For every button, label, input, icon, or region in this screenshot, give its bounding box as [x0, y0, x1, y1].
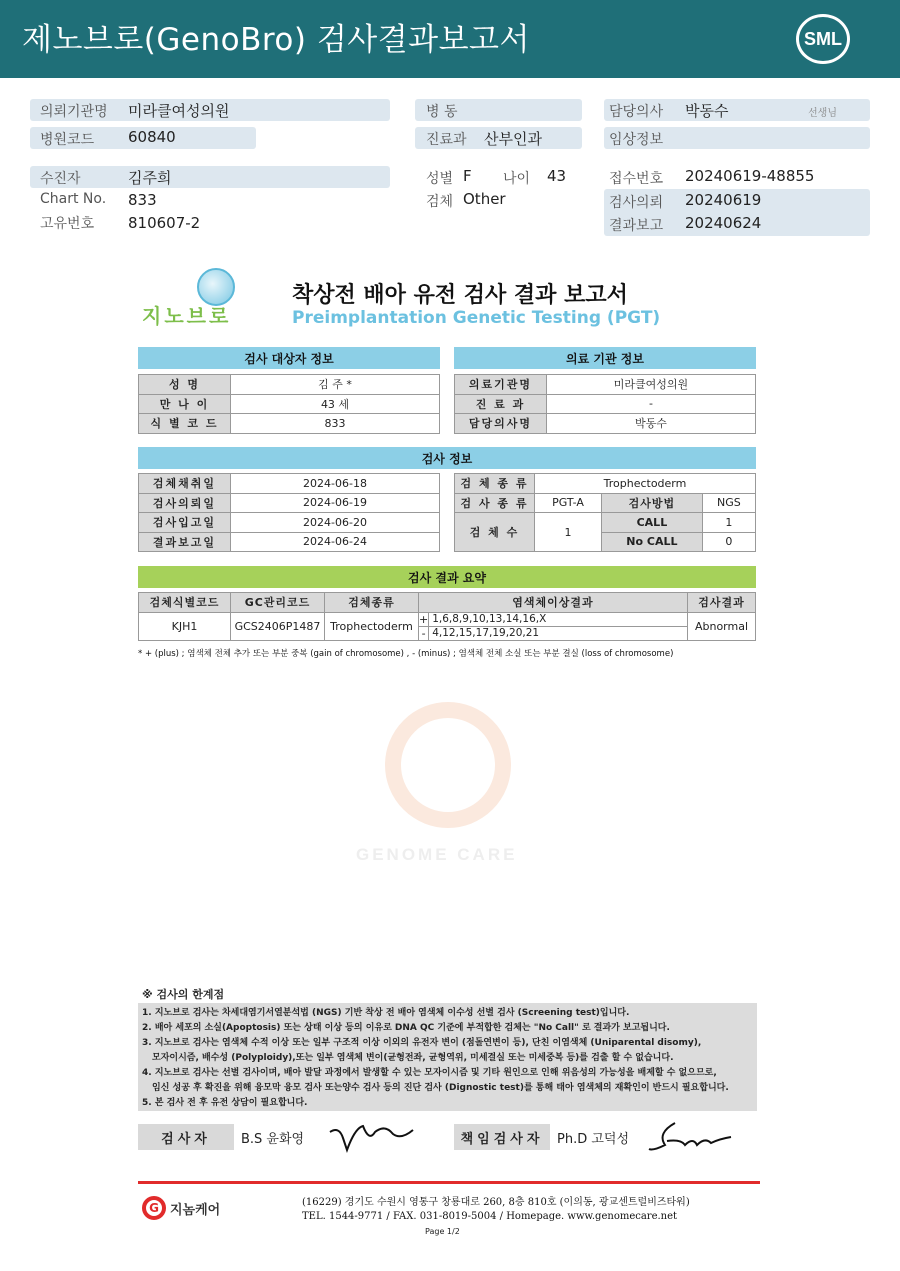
watermark-text: GENOME CARE — [356, 845, 518, 864]
page-number: Page 1/2 — [425, 1227, 460, 1236]
plus-sign: + — [419, 612, 429, 626]
unique-value: 810607-2 — [128, 214, 201, 232]
test-detail-table — [454, 473, 756, 552]
limits-title: ※ 검사의 한계점 — [142, 988, 225, 1001]
summary-gc: GCS2406P1487 — [231, 612, 325, 640]
count-label: 검 체 수 — [455, 513, 535, 552]
gain-chromosomes: 1,6,8,9,10,13,14,16,X — [429, 612, 688, 626]
supervisor-label: 책임검사자 — [454, 1124, 550, 1150]
limit-item: 4. 지노브로 검사는 선별 검사이며, 배아 발달 과정에서 발생할 수 있는 모자이시즘 및 기타 원인으로 인해 위음성의 가능성을 배제할 수 없으므로, — [142, 1068, 717, 1078]
chart-label: Chart No. — [40, 191, 107, 207]
doctor-value: 박동수 — [685, 102, 729, 120]
genome-care-watermark-icon — [385, 702, 511, 828]
loss-chromosomes: 4,12,15,17,19,20,21 — [429, 626, 688, 640]
inst-doctor-label: 담당의사명 — [455, 414, 547, 434]
tester-name: B.S 윤화영 — [241, 1132, 305, 1147]
minus-sign: - — [419, 626, 429, 640]
doctor-suffix: 선생님 — [808, 108, 837, 119]
limit-item: 5. 본 검사 전 후 유전 상담이 필요합니다. — [142, 1098, 308, 1108]
clinical-label: 임상정보 — [609, 132, 664, 148]
report-date-value: 20240624 — [685, 214, 762, 232]
summary-type: Trophectoderm — [325, 612, 419, 640]
supervisor-signature — [645, 1115, 735, 1155]
receive-date-label: 검사입고일 — [139, 513, 231, 533]
call-label: CALL — [602, 513, 703, 533]
subject-age-label: 만 나 이 — [139, 394, 231, 414]
inst-doctor-value: 박동수 — [547, 414, 756, 434]
footer-address: (16229) 경기도 수원시 영통구 창룡대로 260, 8층 810호 (이의동, 광교센트럴비즈타워) — [302, 1197, 690, 1208]
request-date-value: 2024-06-19 — [231, 493, 440, 513]
sml-logo: SML — [796, 14, 850, 64]
chart-value: 833 — [128, 191, 157, 209]
subject-id-label: 식 별 코 드 — [139, 414, 231, 434]
nocall-value: 0 — [702, 532, 755, 552]
report-title: 제노브로(GenoBro) 검사결과보고서 — [22, 22, 530, 58]
supervisor-name: Ph.D 고덕성 — [557, 1132, 630, 1147]
footer-divider — [138, 1181, 760, 1184]
specimen-type-value: Trophectoderm — [535, 474, 756, 494]
count-value: 1 — [535, 513, 602, 552]
patient-name-value: 김주희 — [128, 169, 172, 187]
tester-signature — [325, 1118, 420, 1154]
inst-dept-label: 진 료 과 — [455, 394, 547, 414]
limit-item: 임신 성공 후 확진을 위해 융모막 융모 검사 또는양수 검사 등의 진단 검사 (Dignostic test)를 통해 태아 염색체의 재확인이 반드시 필요합니다. — [152, 1083, 729, 1093]
collect-date-label: 검체채취일 — [139, 474, 231, 494]
receipt-label: 접수번호 — [609, 171, 664, 187]
test-band: 검사 정보 — [138, 447, 756, 469]
footer-address-block — [302, 1196, 690, 1224]
dept-label: 진료과 — [426, 132, 467, 148]
limit-item: 2. 배아 세포의 소실(Apoptosis) 또는 상태 이상 등의 이유로 DNA QC 기준에 부적합한 검체는 "No Call" 로 결과가 보고됩니다. — [142, 1023, 670, 1033]
hospital-code-value: 60840 — [128, 128, 176, 146]
subject-id-value: 833 — [231, 414, 440, 434]
institution-value: 미라클여성의원 — [128, 102, 230, 120]
receive-date-value: 2024-06-20 — [231, 513, 440, 533]
limit-item: 모자이시즘, 배수성 (Polyploidy),또는 일부 염색체 변이(균형전좌, 균형역위, 미세결실 또는 미세중복 등)를 검출 할 수 없습니다. — [152, 1053, 674, 1063]
company-name: 지놈케어 — [170, 1202, 221, 1218]
limits-box — [138, 1003, 757, 1111]
inst-name-value: 미라클여성의원 — [547, 375, 756, 395]
patient-name-row — [30, 166, 390, 188]
summary-header-gc: GC관리코드 — [231, 593, 325, 613]
test-type-label: 검 사 종 류 — [455, 493, 535, 513]
limit-item: 3. 지노브로 검사는 염색체 수적 이상 또는 일부 구조적 이상 이외의 유전자 변이 (점돌연변이 등), 단친 이염색체 (Uniparental disomy), — [142, 1038, 702, 1048]
method-label: 검사방법 — [602, 493, 703, 513]
age-value: 43 — [547, 167, 567, 185]
nocall-label: No CALL — [602, 532, 703, 552]
summary-id: KJH1 — [139, 612, 231, 640]
dates-table — [138, 473, 440, 552]
inst-name-label: 의료기관명 — [455, 375, 547, 395]
test-type-value: PGT-A — [535, 493, 602, 513]
specimen-label: 검체 — [426, 194, 454, 210]
genomecare-logo — [142, 1196, 220, 1220]
subject-name-value: 김 주 * — [231, 375, 440, 395]
subject-band: 검사 대상자 정보 — [138, 347, 440, 369]
subject-name-label: 성 명 — [139, 375, 231, 395]
doctor-label: 담당의사 — [609, 104, 664, 120]
subject-age-value: 43 세 — [231, 394, 440, 414]
request-label: 검사의뢰 — [609, 195, 664, 211]
institution-label: 의뢰기관명 — [40, 104, 108, 120]
header-bar — [0, 0, 900, 78]
pgt-subtitle: Preimplantation Genetic Testing (PGT) — [292, 308, 661, 328]
summary-header-id: 검체식별코드 — [139, 593, 231, 613]
subject-table — [138, 374, 440, 434]
inst-dept-value: - — [547, 394, 756, 414]
receipt-value: 20240619-48855 — [685, 167, 815, 185]
unique-label: 고유번호 — [40, 216, 95, 232]
request-date-label: 검사의뢰일 — [139, 493, 231, 513]
limit-item: 1. 지노브로 검사는 차세대염기서열분석법 (NGS) 기반 착상 전 배아 염색체 이수성 선별 검사 (Screening test)입니다. — [142, 1008, 630, 1018]
specimen-type-label: 검 체 종 류 — [455, 474, 535, 494]
method-value: NGS — [702, 493, 755, 513]
summary-table — [138, 592, 756, 641]
patient-name-label: 수진자 — [40, 171, 81, 187]
dept-value: 산부인과 — [484, 130, 542, 148]
specimen-value: Other — [463, 190, 506, 208]
footer-contact: TEL. 1544-9771 / FAX. 031-8019-5004 / Homepage. www.genomecare.net — [302, 1211, 678, 1222]
institution-table — [454, 374, 756, 434]
summary-header-result: 검사결과 — [688, 593, 756, 613]
genomecare-g-icon: G — [142, 1196, 166, 1220]
legend-note: * + (plus) ; 염색체 전체 추가 또는 부분 중복 (gain of chromosome) , - (minus) ; 염색체 전체 소실 또는 부분 결실 (loss of chromosome) — [138, 649, 674, 659]
report-date-label: 결과보고 — [609, 218, 664, 234]
genobro-logo-text: 지노브로 — [142, 304, 232, 328]
tester-label: 검사자 — [138, 1124, 234, 1150]
summary-header-type: 검체종류 — [325, 593, 419, 613]
call-value: 1 — [702, 513, 755, 533]
sex-label: 성별 — [426, 171, 454, 187]
collect-date-value: 2024-06-18 — [231, 474, 440, 494]
summary-header-chromosome: 염색체이상결과 — [419, 593, 688, 613]
institution-band: 의료 기관 정보 — [454, 347, 756, 369]
request-value: 20240619 — [685, 191, 762, 209]
sex-value: F — [463, 167, 472, 185]
hospital-code-label: 병원코드 — [40, 132, 95, 148]
age-label: 나이 — [503, 171, 531, 187]
summary-result: Abnormal — [688, 612, 756, 640]
result-date-value: 2024-06-24 — [231, 532, 440, 552]
summary-band: 검사 결과 요약 — [138, 566, 756, 588]
result-date-label: 결과보고일 — [139, 532, 231, 552]
pgt-title: 착상전 배아 유전 검사 결과 보고서 — [292, 283, 628, 308]
ward-label: 병 동 — [426, 104, 458, 120]
